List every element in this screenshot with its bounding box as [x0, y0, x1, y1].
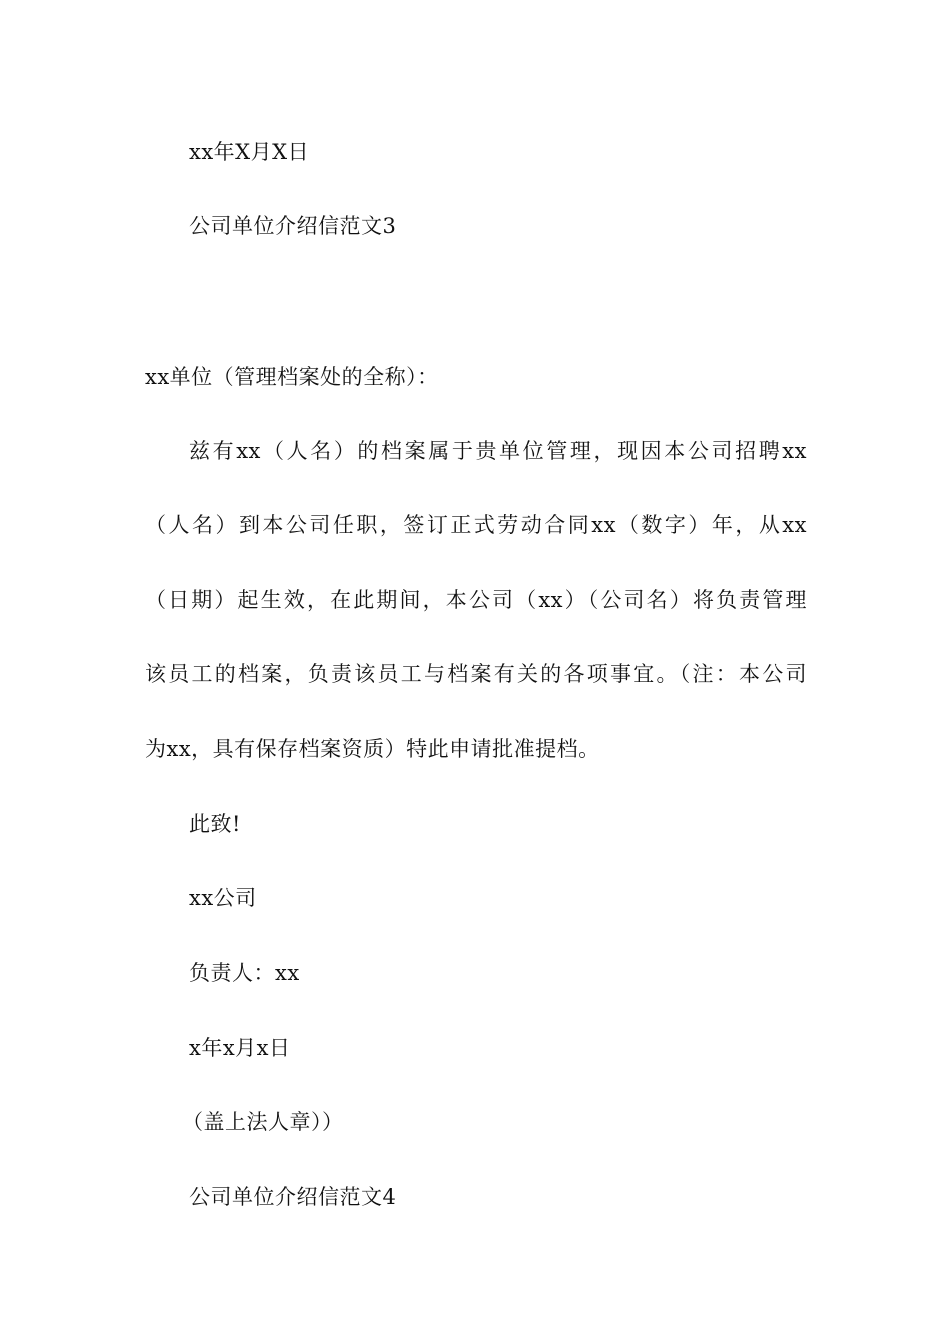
closing: 此致! — [189, 812, 241, 836]
section-heading-4: 公司单位介绍信范文4 — [189, 1185, 397, 1209]
company-name: xx公司 — [189, 886, 257, 910]
body-line-2: （人名）到本公司任职，签订正式劳动合同xx（数字）年，从xx — [145, 513, 807, 537]
section-heading-3: 公司单位介绍信范文3 — [189, 214, 397, 238]
body-line-4: 该员工的档案，负责该员工与档案有关的各项事宜。（注：本公司 — [145, 662, 807, 686]
responsible-person: 负责人：xx — [189, 961, 300, 985]
seal-note: （盖上法人章）） — [182, 1110, 344, 1134]
body-line-5: 为xx，具有保存档案资质）特此申请批准提档。 — [145, 737, 600, 761]
date-bottom: x年x月x日 — [189, 1036, 291, 1060]
salutation: xx单位（管理档案处的全称）： — [145, 365, 439, 389]
body-line-1: 兹有xx（人名）的档案属于贵单位管理，现因本公司招聘xx — [189, 439, 807, 463]
body-line-3: （日期）起生效，在此期间，本公司（xx）（公司名）将负责管理 — [145, 588, 807, 612]
date-top: xx年X月X日 — [189, 140, 310, 164]
